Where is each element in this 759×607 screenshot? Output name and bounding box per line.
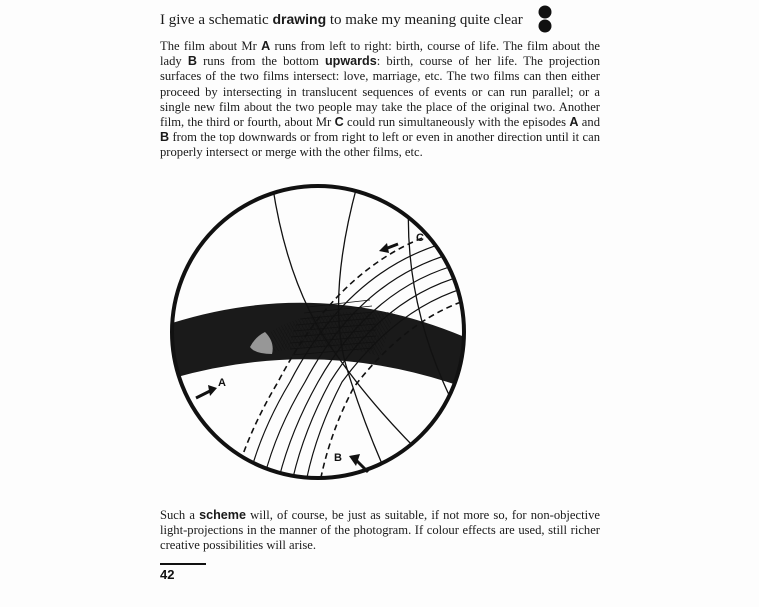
para2-bold-scheme: scheme xyxy=(199,508,246,522)
bullet-dots-icon xyxy=(537,4,553,34)
para1-text-2: runs from left to right: birth, course of life. The film about the lady xyxy=(160,39,600,69)
para1-bold-a-2: A xyxy=(569,115,579,130)
para1-text-5: could run simultaneously with the episodes xyxy=(343,115,570,130)
para1-text-3: runs from the bottom xyxy=(196,54,325,69)
heading-text-end: to make my meaning quite clear xyxy=(326,12,523,28)
label-c: C xyxy=(416,232,424,244)
para1-bold-b: B xyxy=(187,54,197,69)
figure-content xyxy=(160,182,476,482)
page-number: 42 xyxy=(160,567,175,582)
para1-text-1: The film about Mr xyxy=(160,39,262,53)
heading-bold-word: drawing xyxy=(272,11,327,27)
label-b: B xyxy=(334,452,342,464)
para1-bold-a: A xyxy=(261,39,271,53)
intro-paragraph xyxy=(160,39,600,161)
para2-text-2: will, of course, be just as suitable, if not more so, for non-objective light-projections in the manner of the photogram. If colour effects are used, still richer creative possibilities will arise. xyxy=(160,508,600,553)
projection-scheme-figure xyxy=(160,182,476,482)
para1-bold-c: C xyxy=(334,115,344,130)
page-number-rule xyxy=(160,563,206,565)
para2-text-1: Such a xyxy=(160,508,200,522)
closing-paragraph xyxy=(160,508,600,554)
section-heading xyxy=(160,6,540,32)
para1-text-6: and xyxy=(578,115,600,130)
arrow-b-icon xyxy=(349,454,368,472)
para1-text-7: from the top downwards or from right to left or even in another direction until it can properly intersect or merge with the other films, etc. xyxy=(160,130,600,160)
para1-text-4: : birth, course of her life. The projection surfaces of the two films intersect: love, marriage, etc. The two films can then either proceed by intersecting in translucent sequences of events or can run parallel; or a single new film about the two people may take the place of the original two. Another film, the third or fourth, about Mr xyxy=(160,54,600,130)
heading-text-start: I give a schematic xyxy=(160,12,273,28)
label-a: A xyxy=(218,377,226,389)
arrow-a-icon xyxy=(196,385,217,398)
projection-scheme-drawing xyxy=(160,182,476,482)
para1-bold-upwards: upwards xyxy=(324,54,377,69)
para1-bold-b-2: B xyxy=(160,130,170,145)
